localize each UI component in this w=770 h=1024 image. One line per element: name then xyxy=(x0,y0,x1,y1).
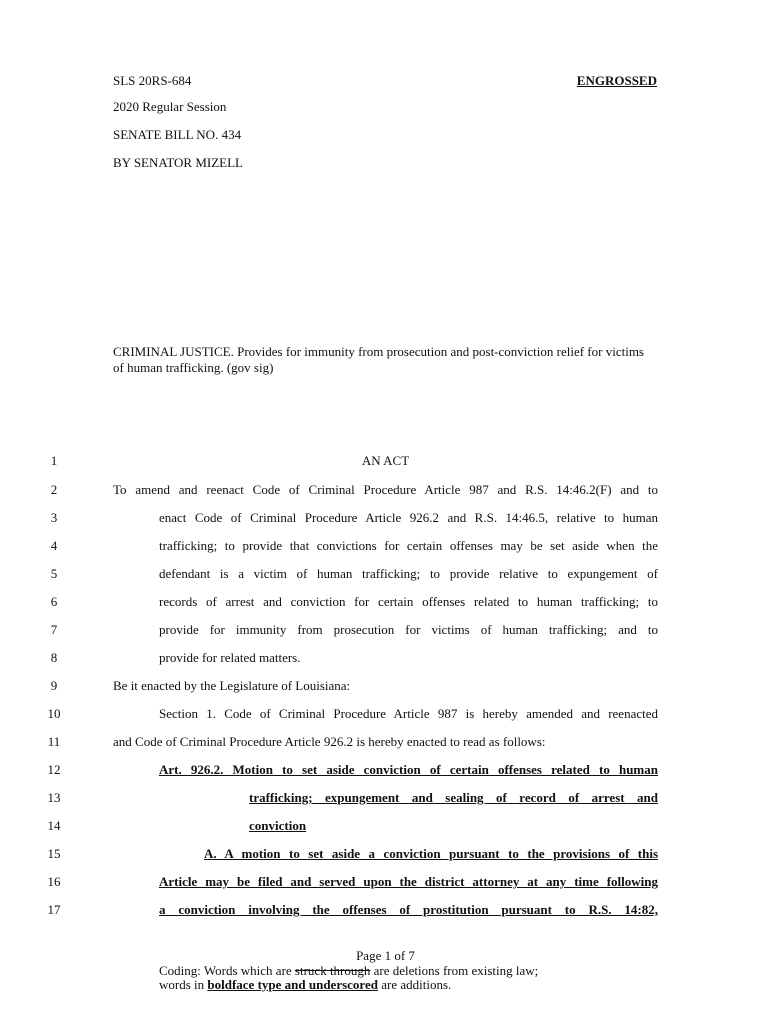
line-number: 1 xyxy=(50,453,58,468)
bill-number: SENATE BILL NO. 434 xyxy=(113,127,242,142)
line-text: trafficking; to provide that convictions for certain offenses may be set aside when the xyxy=(159,538,658,553)
line-number: 7 xyxy=(50,622,58,637)
words-in: words in xyxy=(159,977,208,992)
additions: are additions. xyxy=(377,977,452,992)
line-text: provide for related matters. xyxy=(159,650,301,665)
line-number: 12 xyxy=(47,762,61,777)
status-label: ENGROSSED xyxy=(576,73,657,88)
line-number: 3 xyxy=(50,510,58,525)
line-number: 8 xyxy=(50,650,58,665)
line-text: Be it enacted by the Legislature of Louisiana: xyxy=(113,678,351,693)
line-text: Section 1. Code of Criminal Procedure Article 987 is hereby amended and reenacted xyxy=(159,706,658,721)
act-title: AN ACT xyxy=(361,453,410,468)
author: BY SENATOR MIZELL xyxy=(113,155,243,170)
bold-sample: boldface type and underscored xyxy=(207,977,378,992)
line-number: 15 xyxy=(47,846,61,861)
line-number: 5 xyxy=(50,566,58,581)
line-text: and Code of Criminal Procedure Article 926.2 is hereby enacted to read as follows: xyxy=(113,734,546,749)
line-text: enact Code of Criminal Procedure Article 926.2 and R.S. 14:46.5, relative to human xyxy=(159,510,658,525)
article-heading: trafficking; expungement and sealing of record of arrest and xyxy=(249,790,658,805)
coding-mid: are deletions from existing law; xyxy=(370,963,539,978)
line-number: 10 xyxy=(47,706,61,721)
coding-prefix: Coding: Words which are xyxy=(159,963,295,978)
coding-legend-line-2 xyxy=(159,977,659,993)
line-number: 16 xyxy=(47,874,61,889)
struck-sample: struck through xyxy=(294,963,371,978)
line-text: To amend and reenact Code of Criminal Procedure Article 987 and R.S. 14:46.2(F) and to xyxy=(113,482,658,497)
line-number: 4 xyxy=(50,538,58,553)
bill-id: SLS 20RS-684 xyxy=(113,73,192,88)
article-heading: Art. 926.2. Motion to set aside conviction of certain offenses related to human xyxy=(159,762,658,777)
line-number: 2 xyxy=(50,482,58,497)
session: 2020 Regular Session xyxy=(113,99,227,114)
bill-digest: CRIMINAL JUSTICE. Provides for immunity from prosecution and post-conviction relief for victims of human trafficking. (gov sig) xyxy=(113,344,644,375)
line-number: 9 xyxy=(50,678,58,693)
line-text: defendant is a victim of human trafficking; to provide relative to expungement of xyxy=(159,566,658,581)
line-text: Article may be filed and served upon the district attorney at any time following xyxy=(159,874,658,889)
line-number: 13 xyxy=(47,790,61,805)
line-text: provide for immunity from prosecution for victims of human trafficking; and to xyxy=(159,622,658,637)
line-number: 17 xyxy=(47,902,61,917)
line-text: records of arrest and conviction for certain offenses related to human trafficking; to xyxy=(159,594,658,609)
page-number: Page 1 of 7 xyxy=(356,948,415,963)
line-number: 6 xyxy=(50,594,58,609)
line-number: 11 xyxy=(47,734,61,749)
line-text: a conviction involving the offenses of prostitution pursuant to R.S. 14:82, xyxy=(159,902,658,917)
line-number: 14 xyxy=(47,818,61,833)
line-text: A. A motion to set aside a conviction pursuant to the provisions of this xyxy=(204,846,658,861)
article-heading: conviction xyxy=(249,818,307,833)
